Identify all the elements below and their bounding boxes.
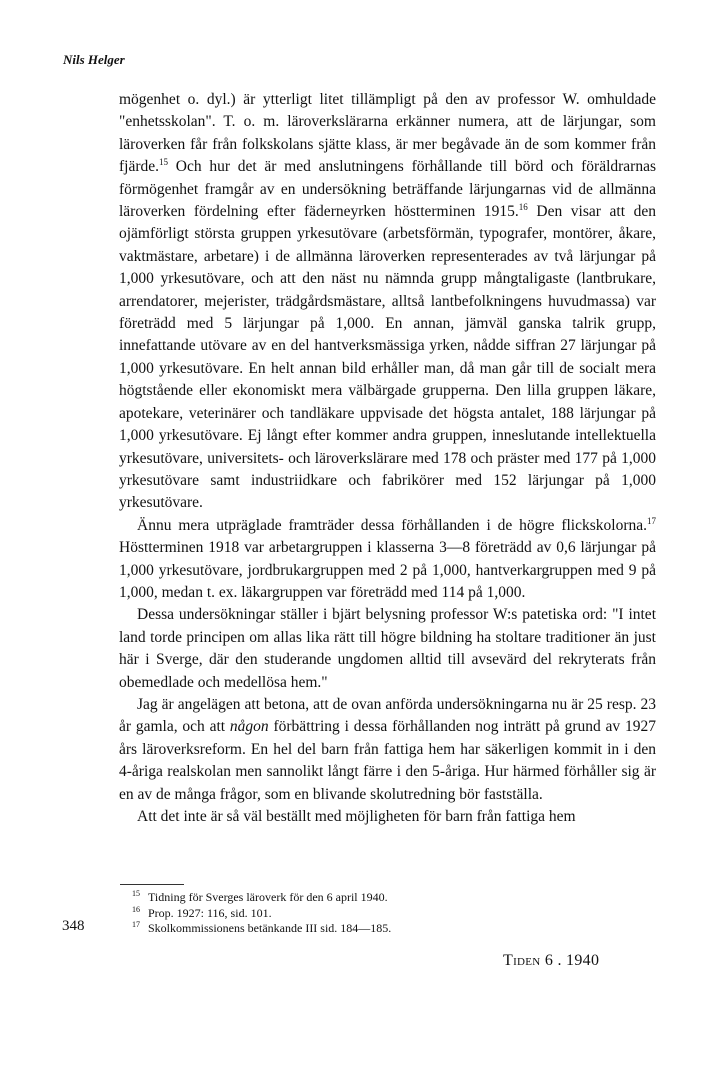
paragraph-text: Höstterminen 1918 var arbetargruppen i klasserna 3—8 företrädd av 0,6 lärjungar på 1,000 yrkesutövare, jordbrukargruppen med 2 på 1,000, hantverkargruppen med 9 på 1,000, medan t. ex. läkargruppen var företrädd med 114 på 1,000. [119,539,656,601]
paragraph-text: Ännu mera utpräglade framträder dessa förhållanden i de högre flickskolorna. [137,516,647,534]
article-body [119,89,656,828]
footnote [132,890,632,906]
paragraph-text: förbättring i dessa förhållanden nog inträtt på grund av 1927 års läroverksreform. En hel del barn från fattiga hem har säkerligen kommit in i den 4-åriga realskolan men sannolikt långt färre i den 5-åriga. Hur härmed förhåller sig är en av de många frågor, som en blivande skolutredning bör fastställa. [119,718,656,803]
paragraph-text: Den visar att den ojämförligt största gruppen yrkesutövare (arbetsförmän, typografer, montörer, åkare, vaktmästare, arbetare) i de allmänna läroverken representerades av två lärjungar på 1,000 yrkesutövare, och att den näst nu nämnda grupp mångtaligaste (lantbrukare, arrendatorer, mejerister, trädgårdsmästare, alltså lantbefolkningens huvudmassa) var företrädd med 5 lärjungar på 1,000. En annan, jämväl ganska talrik grupp, innefattande utövare av en del hantverksmässiga yrken, nådde siffran 27 lärjungar på 1,000 yrkesutövare. En helt annan bild erhåller man, då man går till de socialt mera högtstående eller ekonomiskt mera välbärgade grupperna. Den lilla gruppen läkare, apotekare, veterinärer och tandläkare uppvisade det högsta antalet, 188 lärjungar på 1,000 yrkesutövare. Ej långt efter kommer andra gruppen, inneslutande intellektuella yrkesutövare, universitets- och läroverkslärare med 178 och präster med 177 på 1,000 yrkesutövare samt industriidkare och fabrikörer med 152 lärjungar på 1,000 yrkesutövare. [119,203,657,512]
footnote-divider [120,884,184,885]
paragraph [119,604,656,694]
journal-name: Tiden [503,952,541,969]
footnote [132,906,632,922]
paragraph [119,89,656,515]
paragraph-text: Och hur det är med anslutningens förhållande till börd och föräldrarnas förmögenhet framgår av en undersökning beträffande lärjungarnas vid de allmänna läroverken fördelning efter fäderneyrken höstterminen 1915. [119,158,656,221]
paragraph-text: Dessa undersökningar ställer i bjärt belysning professor W:s patetiska ord: "I intet land torde principen om allas lika rätt till högre bildning ha stoltare traditioner än just här i Sverge, där den studerande ungdomen alltid till avsevärd del rekryterats från obemedlade och medellösa hem." [119,606,656,691]
footnotes [132,890,632,937]
footnote-text: Prop. 1927: 116, sid. 101. [148,905,272,920]
journal-footer [503,952,599,970]
paragraph [119,806,656,828]
footnote-number: 15 [132,889,140,898]
page-number: 348 [62,918,85,934]
footnote-reference: 16 [518,201,528,212]
paragraph [119,515,656,605]
footnote [132,921,632,937]
footnote-number: 17 [132,920,140,929]
paragraph [119,694,656,806]
footnote-reference: 15 [159,157,169,168]
footnote-text: Skolkommissionens betänkande III sid. 184—185. [148,921,392,935]
footnote-number: 16 [132,904,140,914]
emphasized-text: någon [229,718,269,736]
footnote-text: Tidning för Sverges läroverk för den 6 april 1940. [148,890,388,904]
footnote-reference: 17 [647,515,656,526]
paragraph-text: mögenhet o. dyl.) är ytterligt litet tillämpligt på den av professor W. omhuldade "enhetsskolan". T. o. m. läroverkslärarna erkänner numera, att de lärjungar, som läroverken får från folkskolans sjätte klass, är mer begåvade än de som kommer från fjärde. [119,91,656,176]
paragraph-text: Att det inte är så väl beställt med möjligheten för barn från fattiga hem [137,808,576,825]
running-header-author: Nils Helger [63,52,125,67]
journal-issue: 6 . 1940 [544,952,600,969]
paragraph-text: Jag är angelägen att betona, att de ovan anförda undersökningarna nu är 25 resp. 23 år gamla, och att [119,695,656,736]
